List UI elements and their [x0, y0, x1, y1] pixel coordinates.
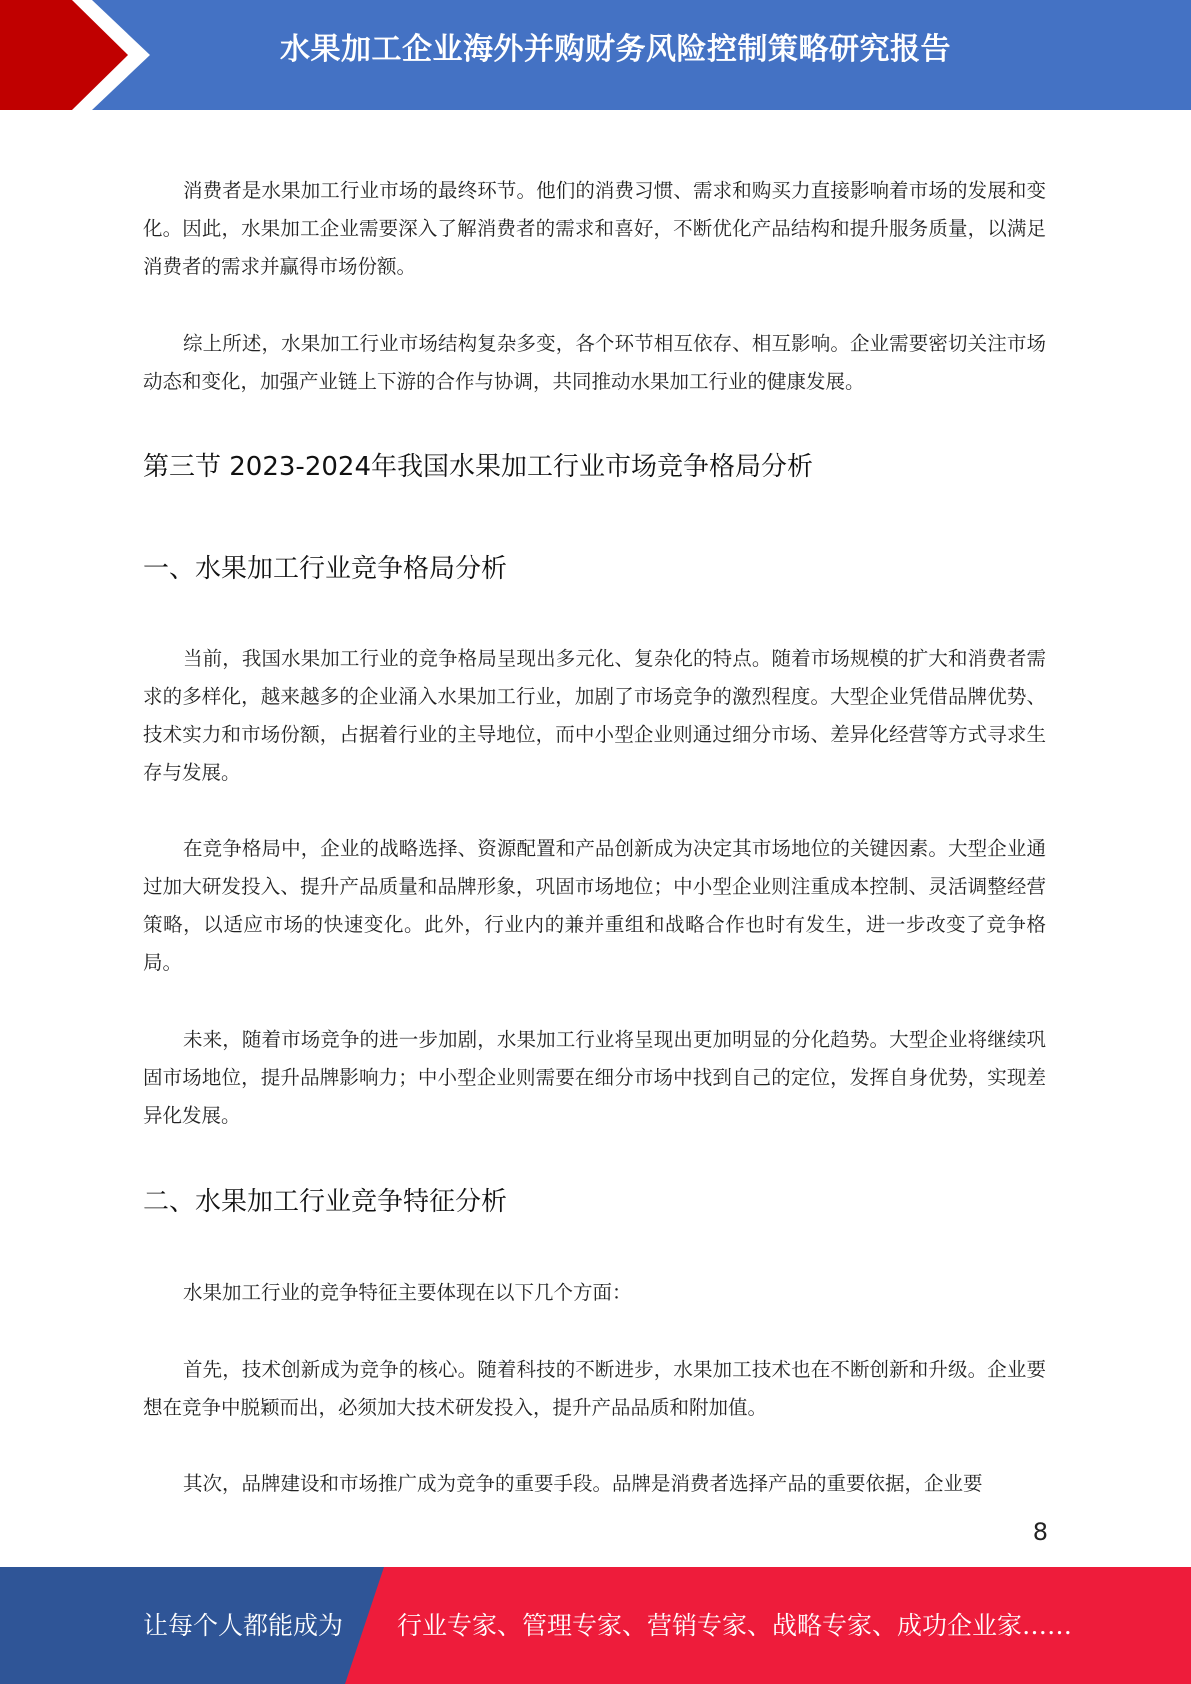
footer-slogan-right: 行业专家、管理专家、营销专家、战略专家、成功企业家……: [397, 1611, 1073, 1640]
subheading-competition-features: 二、水果加工行业竞争特征分析: [143, 1187, 508, 1217]
paragraph-strategy: 在竞争格局中，企业的战略选择、资源配置和产品创新成为决定其市场地位的关键因素。大型企业通过加大研发投入、提升产品质量和品牌形象，巩固市场地位；中小型企业则注重成本控制、灵活调整经营策略，以适应市场的快速变化。此外，行业内的兼并重组和战略合作也时有发生，进一步改变了竞争格局。: [143, 837, 1046, 974]
section-heading: 第三节 2023-2024年我国水果加工行业市场竞争格局分析: [143, 452, 813, 482]
paragraph-technology: 首先，技术创新成为竞争的核心。随着科技的不断进步，水果加工技术也在不断创新和升级。企业要想在竞争中脱颖而出，必须加大技术研发投入，提升产品品质和附加值。: [143, 1358, 1046, 1419]
page-header: [0, 0, 1191, 110]
paragraph-consumers: 消费者是水果加工行业市场的最终环节。他们的消费习惯、需求和购买力直接影响着市场的发展和变化。因此，水果加工企业需要深入了解消费者的需求和喜好，不断优化产品结构和提升服务质量，以满足消费者的需求并赢得市场份额。: [143, 179, 1046, 278]
paragraph-features-intro: 水果加工行业的竞争特征主要体现在以下几个方面：: [183, 1281, 632, 1304]
subheading-competition-landscape: 一、水果加工行业竞争格局分析: [143, 554, 508, 584]
paragraph-current-landscape: 当前，我国水果加工行业的竞争格局呈现出多元化、复杂化的特点。随着市场规模的扩大和消费者需求的多样化，越来越多的企业涌入水果加工行业，加剧了市场竞争的激烈程度。大型企业凭借品牌优势、技术实力和市场份额，占据着行业的主导地位，而中小型企业则通过细分市场、差异化经营等方式寻求生存与发展。: [143, 647, 1046, 784]
paragraph-future: 未来，随着市场竞争的进一步加剧，水果加工行业将呈现出更加明显的分化趋势。大型企业将继续巩固市场地位，提升品牌影响力；中小型企业则需要在细分市场中找到自己的定位，发挥自身优势，实现差异化发展。: [143, 1028, 1046, 1127]
paragraph-branding: 其次，品牌建设和市场推广成为竞争的重要手段。品牌是消费者选择产品的重要依据，企业要: [183, 1472, 983, 1495]
paragraph-summary: 综上所述，水果加工行业市场结构复杂多变，各个环节相互依存、相互影响。企业需要密切关注市场动态和变化，加强产业链上下游的合作与协调，共同推动水果加工行业的健康发展。: [143, 332, 1046, 393]
page-footer: [0, 1567, 1191, 1684]
page-number: 8: [1032, 1518, 1048, 1546]
report-title: 水果加工企业海外并购财务风险控制策略研究报告: [280, 32, 951, 67]
footer-slogan-left: 让每个人都能成为: [143, 1611, 344, 1640]
